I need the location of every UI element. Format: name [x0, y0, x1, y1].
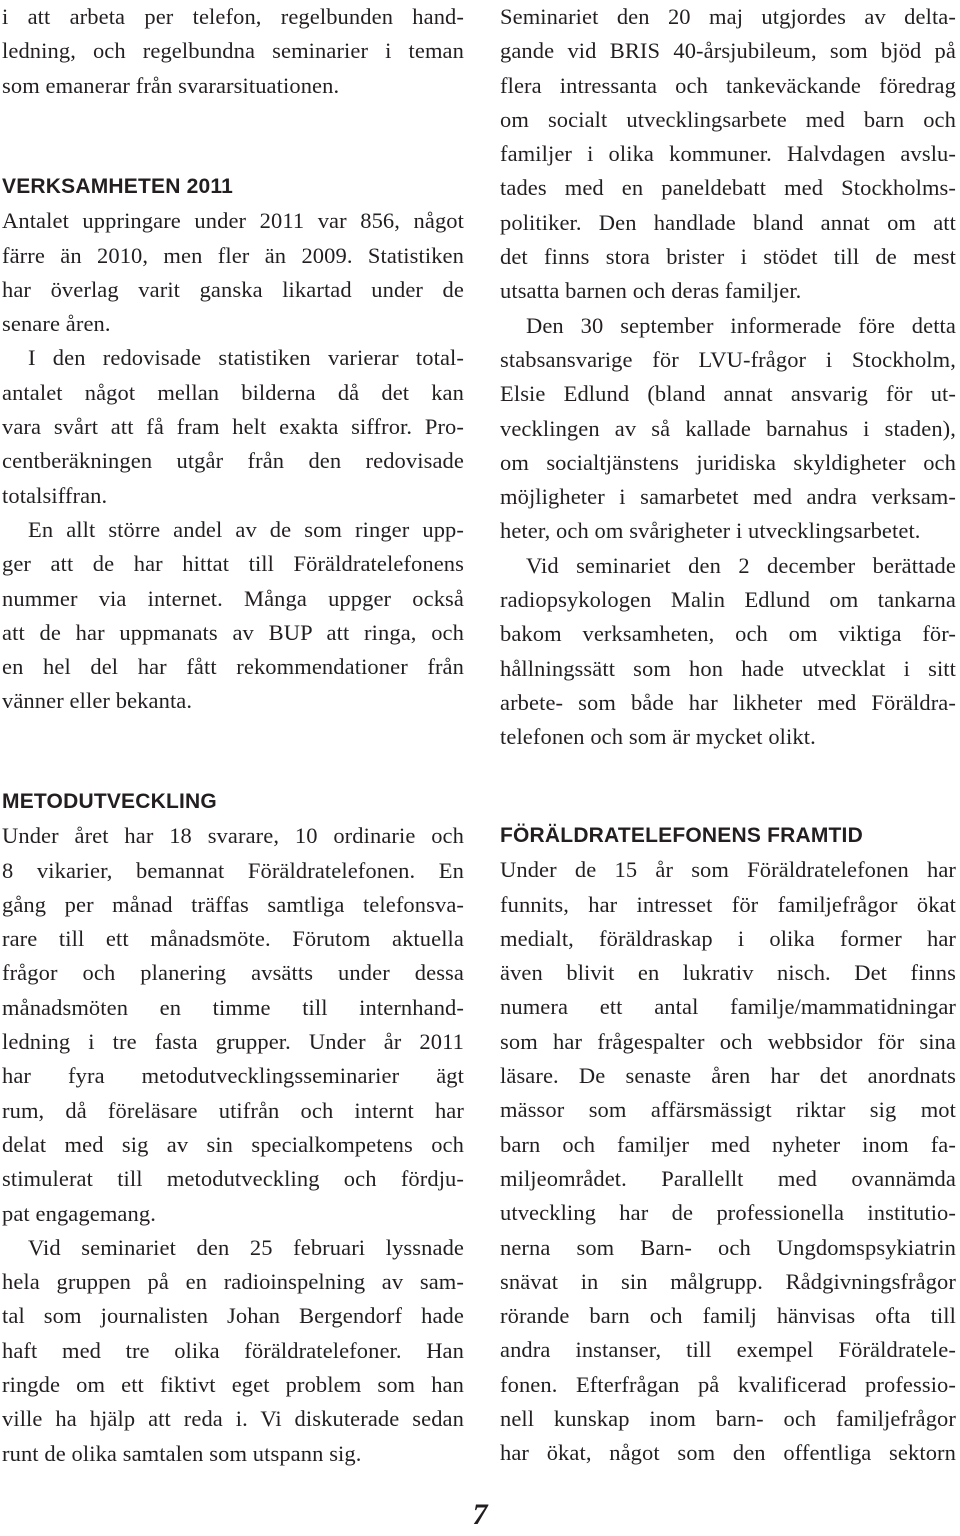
text-line: numera ett antal familje/mammatidningar: [500, 994, 956, 1020]
text-line: i att arbeta per telefon, regelbunden hand-: [2, 4, 464, 29]
text-line: rum, då föreläsare utifrån och internt har: [2, 1097, 464, 1123]
text-line: arbete- som både har likheter med Föräldra-: [500, 689, 956, 715]
page-number: 7: [472, 1498, 488, 1531]
text-line: mässor som affärsmässigt riktar sig mot: [500, 1097, 956, 1123]
text-line: funnits, har intresset för familjefrågor ökat: [500, 891, 956, 917]
text-line: som har frågespalter och webbsidor för sina: [500, 1028, 956, 1054]
text-line: Den 30 september informerade före detta: [526, 312, 956, 338]
text-line: frågor och planering avsätts under dessa: [2, 960, 464, 986]
text-line: färre än 2010, men fler än 2009. Statistiken: [2, 242, 464, 268]
text-line: har överlag varit ganska likartad under de: [2, 276, 464, 302]
text-line: nell kunskap inom barn- och familjefrågor: [500, 1406, 956, 1432]
text-line: läsare. De senaste åren har det anordnats: [500, 1063, 956, 1089]
text-line: ville ha hjälp att reda i. Vi diskuterade sedan: [2, 1406, 464, 1432]
text-line: det finns stora brister i stödet till de mest: [500, 244, 956, 270]
text-line: 8 vikarier, bemannat Föräldratelefonen. En: [2, 857, 464, 883]
left-column: [2, 0, 464, 103]
text-line: miljeområdet. Parallellt med ovannämda: [500, 1165, 956, 1191]
text-line: har fyra metodutvecklingsseminarier ägt: [2, 1063, 464, 1089]
text-line: stimulerat till metodutveckling och fördju-: [2, 1166, 464, 1192]
text-line: andra instanser, till exempel Föräldratele-: [500, 1337, 956, 1363]
text-line: tades med en paneldebatt med Stockholms-: [500, 175, 956, 201]
text-line: har ökat, något som den offentliga sektorn: [500, 1440, 956, 1466]
text-line: runt de olika samtalen som utspann sig.: [2, 1440, 362, 1466]
text-line: Seminariet den 20 maj utgjordes av delta-: [500, 4, 956, 29]
text-line: om socialtjänstens juridiska skyldigheter och: [500, 449, 956, 475]
text-line: medialt, föräldraskap i olika former har: [500, 925, 956, 951]
text-line: rare till ett månadsmöte. Förutom aktuella: [2, 926, 464, 952]
text-line: Vid seminariet den 25 februari lyssnade: [28, 1234, 464, 1260]
text-line: barn och familjer med nyheter inom fa-: [500, 1131, 956, 1157]
text-line: delat med sig av sin specialkompetens och: [2, 1131, 464, 1157]
text-line: rörande barn och familj hänvisas ofta till: [500, 1303, 956, 1329]
text-line: Vid seminariet den 2 december berättade: [526, 552, 956, 578]
text-line: även blivit en lukrativ nisch. Det finns: [500, 960, 956, 986]
verksamheten-section: [2, 170, 464, 719]
text-line: totalsiffran.: [2, 482, 108, 508]
verksamheten-body: [2, 204, 464, 718]
text-line: hela gruppen på en radioinspelning av sam-: [2, 1269, 464, 1295]
text-line: hållningssätt som hon hade utvecklat i sitt: [500, 655, 956, 681]
text-line: radiopsykologen Malin Edlund om tankarna: [500, 587, 956, 613]
text-line: månadsmöten en timme till internhand-: [2, 994, 464, 1020]
text-line: vänner eller bekanta.: [2, 688, 193, 714]
text-line: nummer via internet. Många uppger också: [2, 585, 464, 611]
text-line: ledning i tre fasta grupper. Under år 2011: [2, 1029, 464, 1055]
text-line: Elsie Edlund (bland annat ansvarig för ut-: [500, 381, 956, 407]
section-heading-metodutveckling: METODUTVECKLING: [2, 790, 217, 813]
right-column: [500, 0, 956, 755]
intro-paragraph: [2, 0, 464, 103]
text-line: utveckling har de professionella institutio-: [500, 1200, 956, 1226]
text-line: Antalet uppringare under 2011 var 856, något: [2, 208, 464, 234]
text-line: telefonen och som är mycket olikt.: [500, 724, 816, 750]
section-heading-verksamheten: VERKSAMHETEN 2011: [2, 175, 233, 198]
text-line: om socialt utvecklingsarbete med barn och: [500, 106, 956, 132]
seminar-paragraphs: [500, 0, 956, 755]
text-line: stabsansvarige för LVU-frågor i Stockholm,: [500, 346, 956, 372]
text-line: haft med tre olika föräldratelefoner. Han: [2, 1337, 464, 1363]
framtid-section: [500, 819, 956, 1471]
text-line: som emanerar från svararsituationen.: [2, 72, 340, 98]
text-line: vecklingen av så kallade barnahus i staden),: [500, 415, 956, 441]
metodutveckling-body: [2, 819, 464, 1471]
text-line: En allt större andel av de som ringer upp-: [28, 516, 464, 542]
framtid-body: [500, 853, 956, 1470]
text-line: flera intressanta och tankeväckande föredrag: [500, 72, 956, 98]
metodutveckling-section: [2, 785, 464, 1471]
text-line: antalet något mellan bilderna då det kan: [2, 379, 464, 405]
text-line: bakom verksamheten, och om viktiga för-: [500, 621, 956, 647]
text-line: I den redovisade statistiken varierar total-: [28, 345, 464, 371]
text-line: tal som journalisten Johan Bergendorf hade: [2, 1303, 464, 1329]
text-line: nerna som Barn- och Ungdomspsykiatrin: [500, 1234, 956, 1260]
text-line: gång per månad träffas samtliga telefonsva-: [2, 891, 464, 917]
text-line: ringde om ett fiktivt eget problem som han: [2, 1372, 464, 1398]
text-line: senare åren.: [2, 311, 111, 337]
section-heading-framtid: FÖRÄLDRATELEFONENS FRAMTID: [500, 824, 863, 847]
text-line: vara svårt att få fram helt exakta siffror. Pro-: [2, 414, 464, 440]
text-line: centberäkningen utgår från den redovisade: [2, 448, 464, 474]
text-line: politiker. Den handlade bland annat om att: [500, 209, 956, 235]
text-line: familjer i olika kommuner. Halvdagen avslu-: [500, 141, 956, 167]
text-line: gande vid BRIS 40-årsjubileum, som bjöd på: [500, 38, 956, 64]
text-line: ledning, och regelbundna seminarier i teman: [2, 38, 464, 64]
text-line: utsatta barnen och deras familjer.: [500, 278, 802, 304]
text-line: möjligheter i samarbetet med andra verksam-: [500, 484, 956, 510]
text-line: pat engagemang.: [2, 1200, 156, 1226]
text-line: att de har uppmanats av BUP att ringa, och: [2, 619, 464, 645]
text-line: heter, och om svårigheter i utvecklingsarbetet.: [500, 518, 921, 544]
text-line: en hel del har fått rekommendationer från: [2, 654, 464, 680]
text-line: snävat in sin målgrupp. Rådgivningsfrågor: [500, 1268, 956, 1294]
text-line: Under året har 18 svarare, 10 ordinarie och: [2, 823, 464, 849]
text-line: ger att de har hittat till Föräldratelefonens: [2, 551, 464, 577]
text-line: fonen. Efterfrågan på kvalificerad professio-: [500, 1371, 956, 1397]
text-line: Under de 15 år som Föräldratelefonen har: [500, 857, 956, 883]
